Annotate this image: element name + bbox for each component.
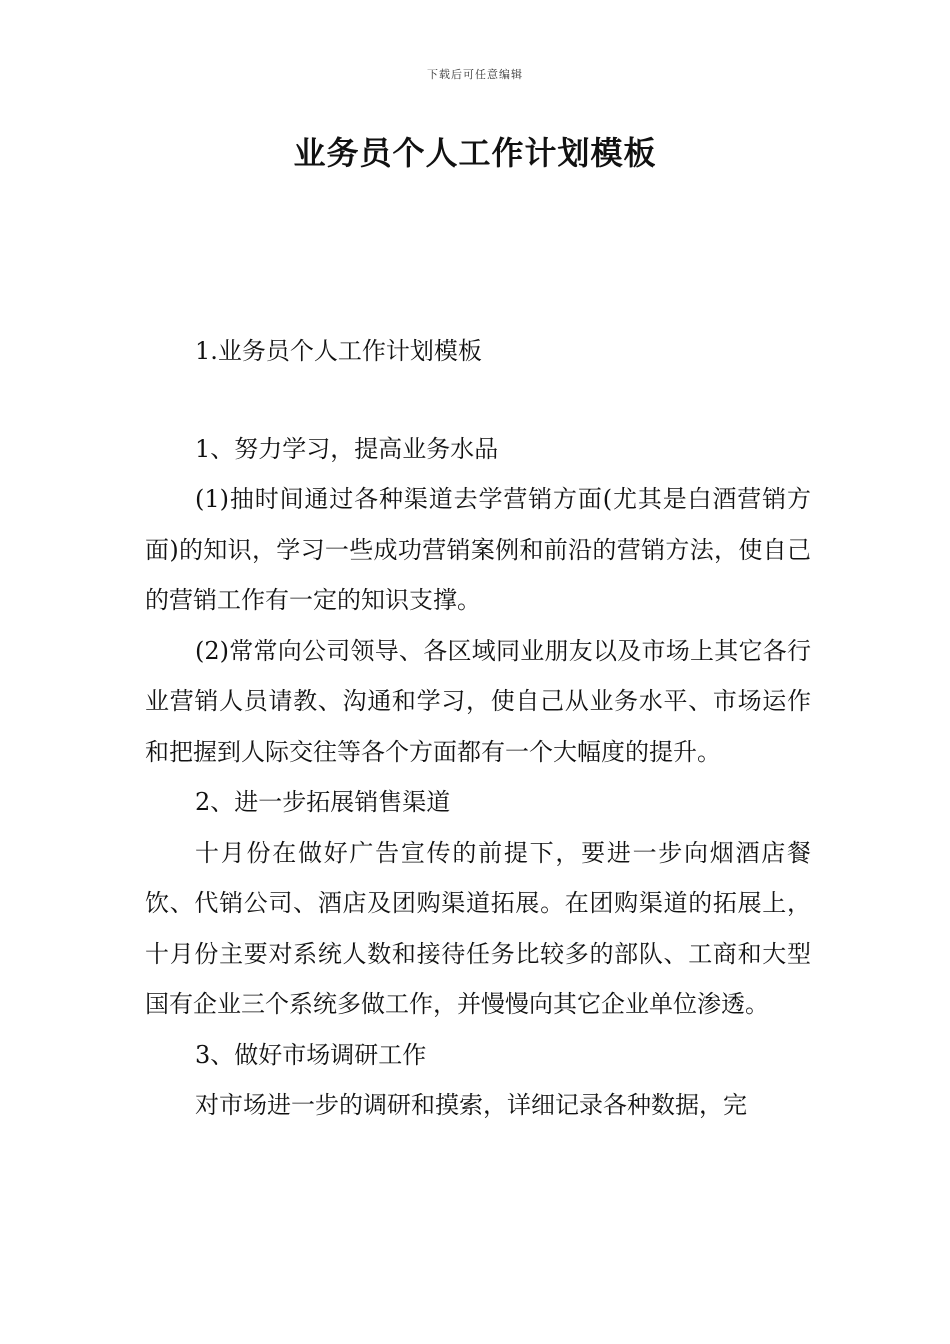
document-title: 业务员个人工作计划模板: [293, 134, 657, 172]
paragraph: (2)常常向公司领导、各区域同业朋友以及市场上其它各行业营销人员请教、沟通和学习，使自己从业务水平、市场运作和把握到人际交往等各个方面都有一个大幅度的提升。: [145, 636, 811, 766]
paragraph: 十月份在做好广告宣传的前提下，要进一步向烟酒店餐饮、代销公司、酒店及团购渠道拓展。在团购渠道的拓展上，十月份主要对系统人数和接待任务比较多的部队、工商和大型国有企业三个系统多做工作，并慢慢向其它企业单位渗透。: [145, 838, 811, 1018]
subsection-heading: 3、做好市场调研工作: [195, 1040, 427, 1069]
subsection-heading: 2、进一步拓展销售渠道: [195, 788, 451, 816]
blank-line: [145, 377, 811, 424]
paragraph: (1)抽时间通过各种渠道去学营销方面(尤其是白酒营销方面)的知识，学习一些成功营销案例和前沿的营销方法，使自己的营销工作有一定的知识支撑。: [145, 485, 811, 614]
header-note: 下载后可任意编辑: [427, 68, 523, 81]
subsection-heading: 1、努力学习，提高业务水品: [195, 434, 499, 463]
section-heading: 1.业务员个人工作计划模板: [195, 337, 482, 365]
document-body: [145, 326, 811, 1131]
paragraph: 对市场进一步的调研和摸索，详细记录各种数据，完: [195, 1091, 747, 1119]
